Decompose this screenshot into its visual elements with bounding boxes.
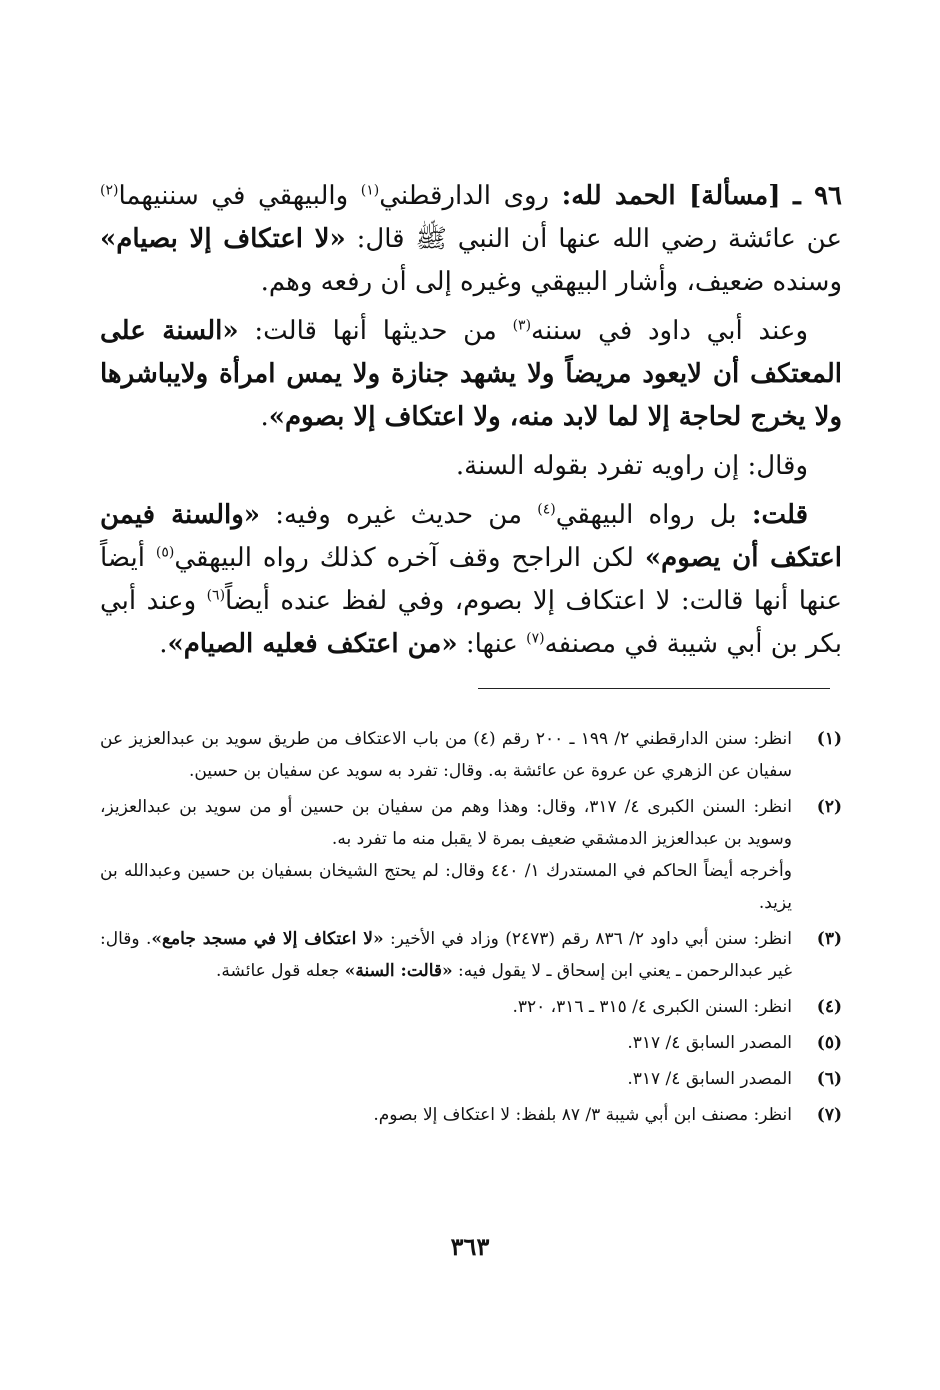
- footnote-ref-1: (١): [360, 182, 380, 199]
- footnote-text: المصدر السابق ٤/ ٣١٧.: [627, 1033, 792, 1053]
- page-content: [100, 175, 842, 1135]
- footnote-text: وأخرجه أيضاً الحاكم في المستدرك ١/ ٤٤٠ وقال: لم يحتج الشيخان بسفيان بن حسين وعبدالله بن يزيد.: [100, 861, 792, 913]
- footnote-number: (١): [816, 729, 842, 749]
- footnote-text: انظر: سنن الدارقطني ٢/ ١٩٩ ـ ٢٠٠ رقم (٤) من باب الاعتكاف من طريق سويد بن عبدالعزيز عن سفيان عن الزهري عن عروة عن عائشة به. وقال: تفرد به سويد عن سفيان بن حسين.: [100, 729, 792, 781]
- footnote-number: (٢): [816, 797, 842, 817]
- issue-number: ٩٦ ـ: [793, 181, 842, 211]
- footnote-quote: «قالت: السنة»: [344, 961, 453, 981]
- hadith-quote: «لا اعتكاف إلا بصيام»: [100, 224, 346, 254]
- issue-heading: [مسألة] الحمد لله:: [561, 181, 781, 211]
- hadith-quote: «السنة على المعتكف أن لايعود مريضاً ولا يشهد جنازة ولا يمس امرأة ولايباشرها ولا يخرج لحاجة إلا لما لابد منه، ولا اعتكاف إلا بصوم»: [100, 316, 842, 432]
- footnote-ref-7: (٧): [526, 630, 545, 647]
- footnote-2: [100, 791, 842, 919]
- main-text: [100, 175, 842, 666]
- footnote-5: [100, 1027, 842, 1059]
- footnote-3: [100, 923, 842, 987]
- hadith-quote: «والسنة فيمن اعتكف أن يصوم»: [100, 500, 843, 573]
- footnote-text: انظر: السنن الكبرى ٤/ ٣١٧، وقال: وهذا وهم من سفيان بن حسين أو من سويد بن عبدالعزيز، وسويد بن عبدالعزيز الدمشقي ضعيف بمرة لا يقبل منه ما تفرد به.: [100, 797, 792, 849]
- footnotes: [100, 723, 842, 1131]
- paragraph-3: وقال: إن راويه تفرد بقوله السنة.: [455, 451, 808, 481]
- hadith-quote: «من اعتكف فعليه الصيام»: [167, 629, 458, 659]
- footnote-text: انظر: مصنف ابن أبي شيبة ٣/ ٨٧ بلفظ: لا اعتكاف إلا بصوم.: [373, 1105, 792, 1125]
- footnote-6: [100, 1063, 842, 1095]
- footnote-number: (٣): [816, 929, 842, 949]
- footnote-ref-5: (٥): [155, 544, 175, 561]
- paragraph-2: وعند أبي داود في سننه$^{(٣)}$ من حديثها أنها قالت: «السنة على المعتكف أن لايعود مريضاً ولا يشهد جنازة ولا يمس امرأة ولايباشرها ولا يخرج لحاجة إلا لما لابد منه، ولا اعتكاف إلا بصوم».: [100, 316, 842, 432]
- page-number: ٣٦٣: [450, 1232, 490, 1261]
- footnote-ref-3: (٣): [512, 317, 532, 334]
- footnote-number: (٥): [816, 1033, 842, 1053]
- footnote-1: [100, 723, 842, 787]
- footnote-quote: «لا اعتكاف إلا في مسجد جامع»: [151, 929, 384, 949]
- footnote-text: انظر: السنن الكبرى ٤/ ٣١٥ ـ ٣١٦، ٣٢٠.: [512, 997, 792, 1017]
- footnote-ref-4: (٤): [537, 501, 556, 518]
- footnote-separator: [478, 688, 830, 689]
- footnote-ref-2: (٢): [100, 182, 119, 199]
- footnote-number: (٧): [816, 1105, 842, 1125]
- qult-label: قلت:: [751, 500, 809, 530]
- paragraph-4: قلت: بل رواه البيهقي$^{(٤)}$ من حديث غيره وفيه: «والسنة فيمن اعتكف أن يصوم» لكن الراجح وقف آخره كذلك رواه البيهقي$^{(٥)}$ أيضاً عنها أنها قالت: لا اعتكاف إلا بصوم، وفي لفظ عنده أيضاً$^{(٦)}$ وعند أبي بكر بن أبي شيبة في مصنفه$^{(٧)}$ عنها: «من اعتكف فعليه الصيام».: [100, 500, 843, 659]
- footnote-7: [100, 1099, 842, 1131]
- paragraph-1: ٩٦ ـ [مسألة] الحمد لله: روى الدارقطني$^{(١)}$ والبيهقي في سننيهما$^{(٢)}$ عن عائشة رضي الله عنها أن النبي ﷺ قال: «لا اعتكاف إلا بصيام» وسنده ضعيف، وأشار البيهقي وغيره إلى أن رفعه وهم.: [100, 181, 842, 297]
- footnote-ref-6: (٦): [206, 587, 226, 604]
- footnote-number: (٤): [816, 997, 842, 1017]
- footnote-number: (٦): [816, 1069, 842, 1089]
- footnote-text: انظر: سنن أبي داود ٢/ ٨٣٦ رقم (٢٤٧٣) وزاد في الأخير: «لا اعتكاف إلا في مسجد جامع». وقال: غير عبدالرحمن ـ يعني ابن إسحاق ـ لا يقول فيه: «قالت: السنة» جعله قول عائشة.: [100, 929, 792, 981]
- footnote-4: [100, 991, 842, 1023]
- footnote-text: المصدر السابق ٤/ ٣١٧.: [627, 1069, 792, 1089]
